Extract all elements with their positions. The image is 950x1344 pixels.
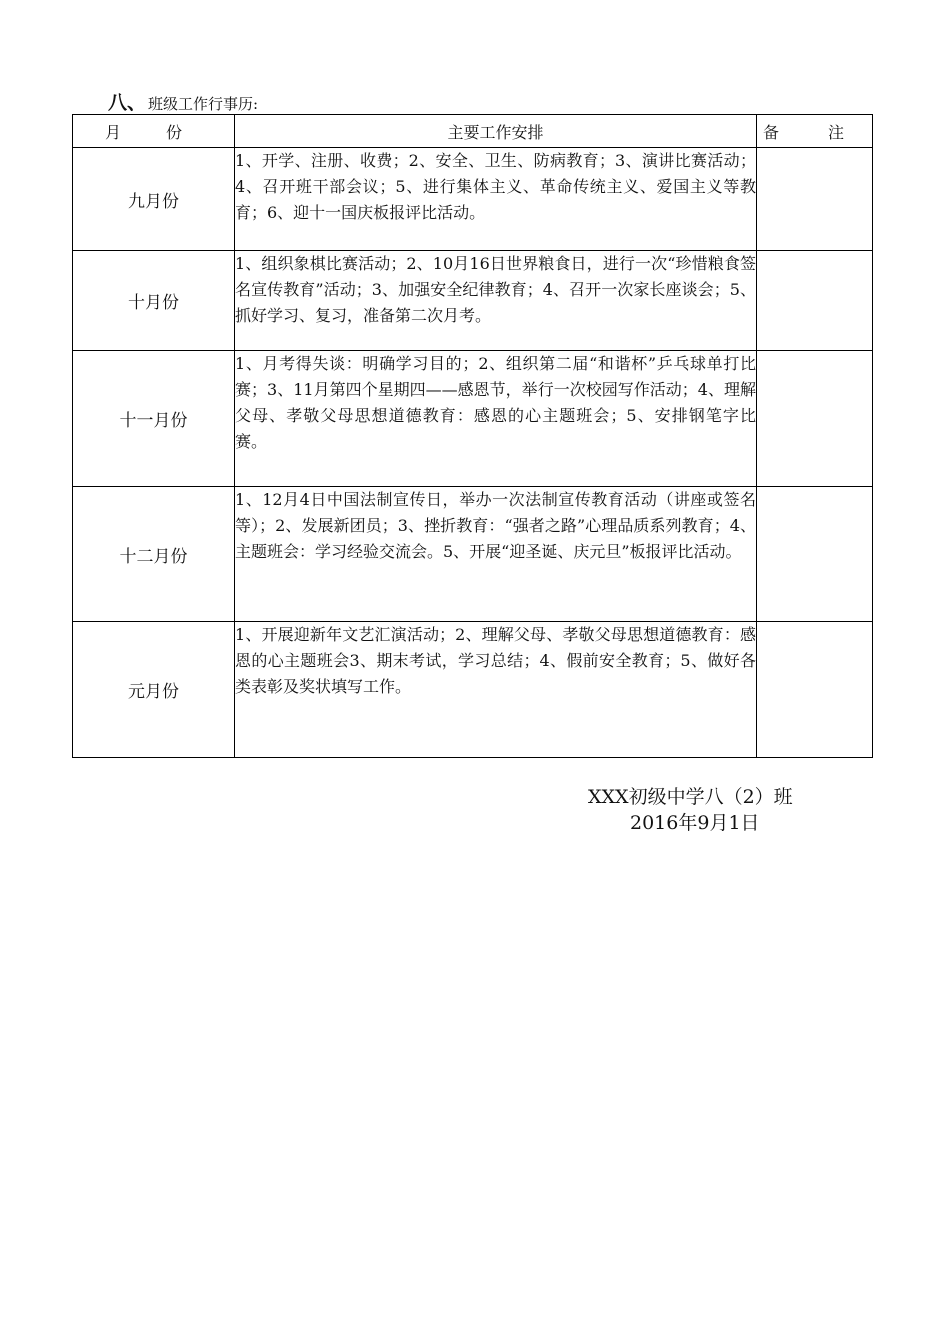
header-month: 月 份	[73, 115, 235, 148]
table-row	[73, 148, 873, 251]
month-cell: 元月份	[73, 622, 235, 758]
tasks-cell: 1、开展迎新年文艺汇演活动；2、理解父母、孝敬父母思想道德教育：感恩的心主题班会3、期末考试，学习总结；4、假前安全教育；5、做好各类表彰及奖状填写工作。	[235, 622, 757, 758]
tasks-cell: 1、开学、注册、收费；2、安全、卫生、防病教育；3、演讲比赛活动；4、召开班干部会议；5、进行集体主义、革命传统主义、爱国主义等教育；6、迎十一国庆板报评比活动。	[235, 148, 757, 251]
note-cell	[757, 487, 873, 622]
section-number: 八、	[108, 92, 147, 114]
tasks-cell: 1、12月4日中国法制宣传日，举办一次法制宣传教育活动（讲座或签名等）；2、发展新团员；3、挫折教育：“强者之路”心理品质系列教育；4、主题班会：学习经验交流会。5、开展“迎圣诞、庆元旦”板报评比活动。	[235, 487, 757, 622]
note-cell	[757, 351, 873, 487]
month-cell: 十二月份	[73, 487, 235, 622]
tasks-cell: 1、月考得失谈：明确学习目的；2、组织第二届“和谐杯”乒乓球单打比赛；3、11月第四个星期四——感恩节，举行一次校园写作活动；4、理解父母、孝敬父母思想道德教育：感恩的心主题班会；5、安排钢笔字比赛。	[235, 351, 757, 487]
signature-block	[560, 784, 860, 836]
month-cell: 九月份	[73, 148, 235, 251]
table-row	[73, 487, 873, 622]
section-title: 班级工作行事历:	[148, 95, 259, 113]
month-cell: 十一月份	[73, 351, 235, 487]
note-cell	[757, 251, 873, 351]
school-class-name: XXX初级中学八（2）班	[588, 786, 793, 808]
document-date: 2016年9月1日	[630, 812, 760, 834]
tasks-cell: 1、组织象棋比赛活动；2、10月16日世界粮食日，进行一次“珍惜粮食签名宣传教育”活动；3、加强安全纪律教育；4、召开一次家长座谈会；5、抓好学习、复习，准备第二次月考。	[235, 251, 757, 351]
header-note: 备 注	[757, 115, 873, 148]
header-tasks: 主要工作安排	[235, 115, 757, 148]
table-row	[73, 351, 873, 487]
note-cell	[757, 622, 873, 758]
header-row	[73, 115, 873, 148]
section-heading	[108, 88, 258, 115]
table-row	[73, 622, 873, 758]
work-calendar-table	[72, 114, 873, 758]
table-row	[73, 251, 873, 351]
month-cell: 十月份	[73, 251, 235, 351]
note-cell	[757, 148, 873, 251]
